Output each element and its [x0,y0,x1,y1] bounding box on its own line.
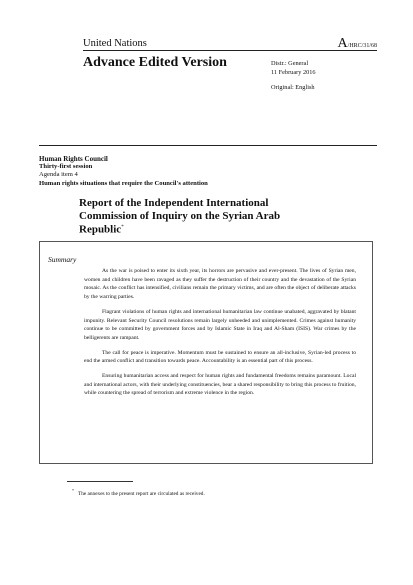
original-language: Original: English [271,84,315,91]
footnote [72,488,205,497]
session-block [39,155,208,188]
session-divider [39,145,377,146]
footnote-divider [67,481,133,482]
summary-paragraph: Flagrant violations of human rights and international humanitarian law continue unabated, aggravated by blatant impunity. Relevant Security Council resolutions remain largely unheeded and unimplemented. Crimes against humanity continue to be committed by government forces and by Islamic State in Iraq and Al-Sham (ISIS). War crimes by the belligerents are rampant. [84,308,356,341]
distribution-status: Distr.: General [271,60,309,67]
footnote-text: The annexes to the present report are circulated as received. [78,490,205,497]
version-title: Advance Edited Version [83,55,227,70]
report-title [79,197,309,236]
document-date: 11 February 2016 [271,69,316,76]
distribution-block [271,59,316,77]
report-title-footnote-mark: * [121,225,124,231]
report-title-text: Report of the Independent International Commission of Inquiry on the Syrian Arab Republic [79,197,281,236]
session-name: Thirty-first session [39,163,93,171]
summary-paragraph: The call for peace is imperative. Momentum must be sustained to ensure an all-inclusive, Syrian-led process to end the armed conflict and transition towards peace. Accountability is an essential part of this process. [84,349,356,365]
footnote-mark: * [72,488,74,493]
summary-label: Summary [48,255,77,264]
header-divider [83,50,377,51]
agenda-item: Agenda item 4 [39,171,78,179]
summary-paragraph: As the war is poised to enter its sixth year, its horrors are pervasive and ever-present. The lives of Syrian men, women and children have been ravaged as they suffer the destruction of their country and the devastation of the Syrian mosaic. As the conflict has intensified, civilians remain the primary victims, and are often the object of deliberate attacks by the warring parties. [84,268,356,301]
summary-body [84,267,356,404]
document-symbol-number: /HRC/31/68 [347,43,377,49]
council-name: Human Rights Council [39,155,108,163]
summary-paragraph: Ensuring humanitarian access and respect for human rights and fundamental freedoms remains paramount. Local and international actors, with their underlying constituencies, bear a shared responsibility to bring this process to fruition, while countering the spread of terrorism and extreme violence in the region. [84,373,356,397]
organization-name: United Nations [83,38,147,49]
document-symbol-letter: A [337,36,348,51]
agenda-title: Human rights situations that require the Council's attention [39,179,208,187]
